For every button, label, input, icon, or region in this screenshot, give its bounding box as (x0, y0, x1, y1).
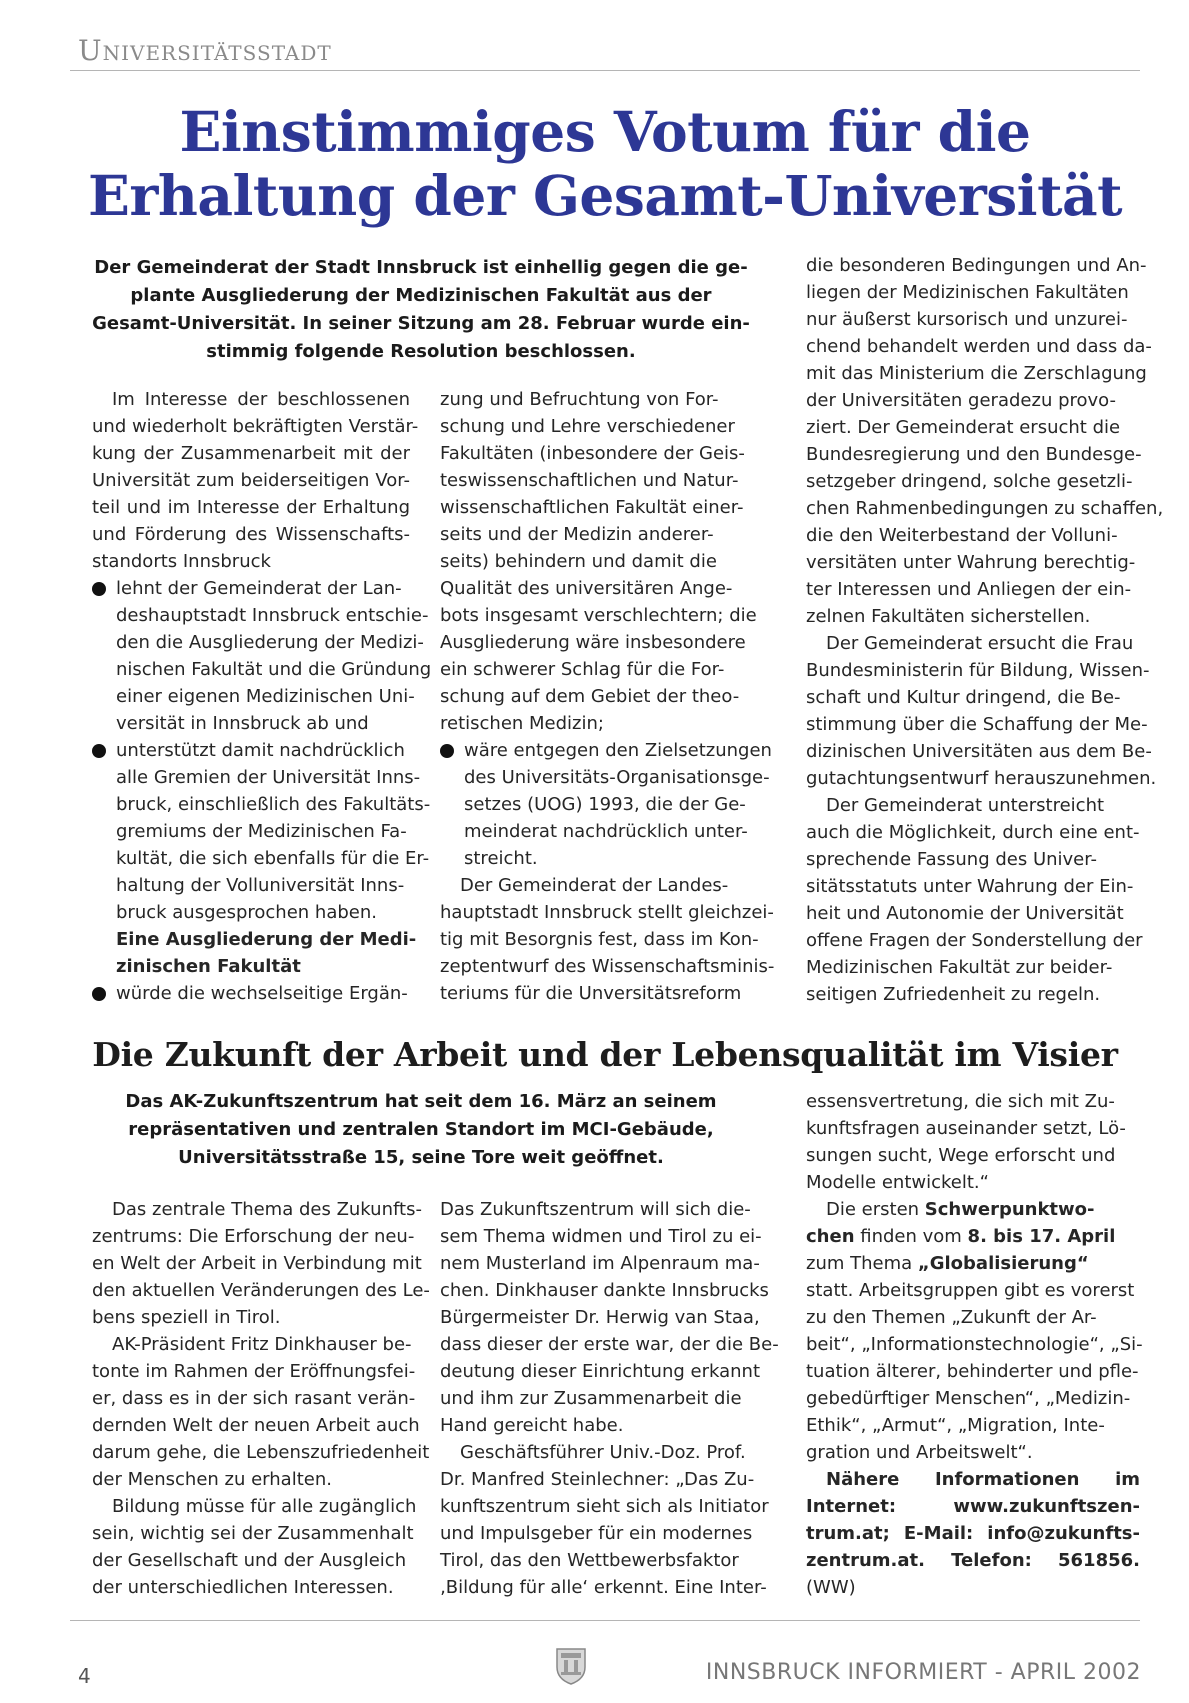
text-line: versitäten unter Wahrung berechtig- (806, 552, 1136, 573)
text-line: nur äußerst kursorisch und unzurei- (806, 309, 1128, 330)
footer-rule (70, 1620, 1140, 1621)
text-line (806, 1223, 1140, 1250)
text-line (806, 1250, 1140, 1277)
text-line: Das Zukunftszentrum will sich die- (440, 1199, 751, 1220)
text-line: wissenschaftlichen Fakultät einer- (440, 497, 744, 518)
article1-title (70, 100, 1140, 228)
text-line: AK-Präsident Fritz Dinkhauser be- (112, 1334, 412, 1355)
text-line: mit das Ministerium die Zerschlagung (806, 363, 1147, 384)
text-line: Dr. Manfred Steinlechner: „Das Zu- (440, 1469, 755, 1490)
text-line: die den Weiterbestand der Volluni- (806, 525, 1118, 546)
emphasis-text: chen (806, 1226, 855, 1247)
text-line: den die Ausgliederung der Medizi- (116, 632, 424, 653)
article2-title: Die Zukunft der Arbeit und der Lebensqualität im Visier (92, 1035, 1118, 1074)
article1-column-3 (806, 252, 1164, 1008)
text-line: tonte im Rahmen der Eröffnungsfei- (92, 1361, 416, 1382)
text-line: bens speziell in Tirol. (92, 1307, 281, 1328)
text-line: hauptstadt Innsbruck stellt gleichzei- (440, 902, 774, 923)
text-line: bots insgesamt verschlechtern; die (440, 605, 757, 626)
text-line: gebedürftiger Menschen“, „Medizin- (806, 1388, 1131, 1409)
text-line: nischen Fakultät und die Gründung (116, 659, 432, 680)
text-line: kultät, die sich ebenfalls für die Er- (116, 848, 430, 869)
text-line: dizinischen Universitäten aus dem Be- (806, 741, 1152, 762)
text-line: bruck, einschließlich des Fakultäts- (116, 794, 431, 815)
text-line: den aktuellen Veränderungen des Le- (92, 1280, 430, 1301)
text-line: schung und Lehre verschiedener (440, 416, 735, 437)
text-line: einer eigenen Medizinischen Uni- (116, 686, 415, 707)
lead-line: plante Ausgliederung der Medizinischen Fakultät aus der (130, 285, 712, 306)
text-line: Der Gemeinderat ersucht die Frau (826, 633, 1134, 654)
text-line: retischen Medizin; (440, 713, 604, 734)
text-line: darum gehe, die Lebenszufriedenheit (92, 1442, 430, 1463)
bullet-icon (92, 744, 106, 758)
city-crest-icon (555, 1645, 587, 1685)
text-line: Der Gemeinderat der Landes- (460, 875, 729, 896)
text-line (92, 980, 410, 1007)
article2-column-1 (92, 1196, 430, 1601)
text-line: kung der Zusammenarbeit mit der (92, 443, 410, 464)
text-line: Fakultäten (inbesondere der Geis- (440, 443, 745, 464)
text-line: essensvertretung, die sich mit Zu- (806, 1091, 1115, 1112)
emphasis-text: 8. bis 17. April (967, 1226, 1116, 1247)
text-line: zinischen Fakultät (116, 956, 301, 977)
text-line: standorts Innsbruck (92, 551, 271, 572)
text-line: en Welt der Arbeit in Verbindung mit (92, 1253, 422, 1274)
text-line: ter Interessen und Anliegen der ein- (806, 579, 1132, 600)
text-line (806, 1196, 1140, 1223)
text-line: setzgeber dringend, solche gesetzli- (806, 471, 1133, 492)
text-line: versität in Innsbruck ab und (116, 713, 369, 734)
text-line: Modelle entwickelt.“ (806, 1172, 989, 1193)
text-line: zentrums: Die Erforschung der neu- (92, 1226, 415, 1247)
text-line: stimmung über die Schaffung der Me- (806, 714, 1148, 735)
bullet-text: unterstützt damit nachdrücklich (116, 740, 405, 761)
bullet-text: wäre entgegen den Zielsetzungen (464, 740, 772, 761)
text-line: tuation älterer, behinderter und pfle- (806, 1361, 1139, 1382)
contact-info-line: Internet: www.zukunftszen- (806, 1496, 1140, 1517)
article2-column-3 (806, 1088, 1143, 1601)
text-line: chend behandelt werden und dass da- (806, 336, 1152, 357)
text-line: und ihm zur Zusammenarbeit die (440, 1388, 742, 1409)
text-line: er, dass es in der sich rasant verän- (92, 1388, 416, 1409)
page-number: 4 (78, 1664, 91, 1688)
text-line: streicht. (464, 848, 538, 869)
lead-line: Universitätsstraße 15, seine Tore weit geöffnet. (178, 1147, 664, 1168)
text-line (92, 737, 410, 764)
text-line: die besonderen Bedingungen und An- (806, 255, 1147, 276)
text-line: gutachtungsentwurf herauszunehmen. (806, 768, 1157, 789)
text-line: alle Gremien der Universität Inns- (116, 767, 421, 788)
article2-column-2 (440, 1196, 779, 1601)
text-fragment: Die ersten (826, 1199, 925, 1220)
article1-column-1 (92, 386, 432, 1007)
text-line: setzes (UOG) 1993, die der Ge- (464, 794, 746, 815)
text-line: kunftszentrum sieht sich als Initiator (440, 1496, 769, 1517)
text-line: zelnen Fakultäten sicherstellen. (806, 606, 1091, 627)
section-label: Universitätsstadt (78, 34, 332, 67)
text-fragment: zum Thema (806, 1253, 918, 1274)
text-line: statt. Arbeitsgruppen gibt es vorerst (806, 1280, 1135, 1301)
text-line: Ausgliederung wäre insbesondere (440, 632, 746, 653)
text-line: schung auf dem Gebiet der theo- (440, 686, 740, 707)
text-line: und Förderung des Wissenschafts- (92, 524, 410, 545)
text-line: der Universitäten geradezu provo- (806, 390, 1117, 411)
header-rule (70, 70, 1140, 71)
text-line: Geschäftsführer Univ.-Doz. Prof. (460, 1442, 746, 1463)
text-line: der Gesellschaft und der Ausgleich (92, 1550, 407, 1571)
text-line: Eine Ausgliederung der Medi- (116, 929, 417, 950)
lead-line: repräsentativen und zentralen Standort im MCI-Gebäude, (128, 1119, 714, 1140)
text-line: Bürgermeister Dr. Herwig van Staa, (440, 1307, 760, 1328)
bullet-icon (92, 582, 106, 596)
text-line: seits) behindern und damit die (440, 551, 717, 572)
text-line: chen. Dinkhauser dankte Innsbrucks (440, 1280, 769, 1301)
text-line: ein schwerer Schlag für die For- (440, 659, 725, 680)
text-line: der unterschiedlichen Interessen. (92, 1577, 394, 1598)
text-line: Bildung müsse für alle zugänglich (112, 1496, 417, 1517)
text-line: und wiederholt bekräftigten Verstär- (92, 416, 419, 437)
text-line: teriums für die Unversitätsreform (440, 983, 742, 1004)
lead-line: stimmig folgende Resolution beschlossen. (206, 341, 636, 362)
text-line: tig mit Besorgnis fest, dass im Kon- (440, 929, 759, 950)
text-line: offene Fragen der Sonderstellung der (806, 930, 1143, 951)
text-line: zung und Befruchtung von For- (440, 389, 719, 410)
text-line: seitigen Zufriedenheit zu regeln. (806, 984, 1101, 1005)
emphasis-text: „Globalisierung“ (917, 1253, 1089, 1274)
text-line: Universität zum beiderseitigen Vor- (92, 470, 410, 491)
text-line: gremiums der Medizinischen Fa- (116, 821, 407, 842)
text-line: gration und Arbeitswelt“. (806, 1442, 1033, 1463)
text-line: ‚Bildung für alle‘ erkennt. Eine Inter- (440, 1577, 767, 1598)
text-line: meinderat nachdrücklich unter- (464, 821, 748, 842)
text-line: dernden Welt der neuen Arbeit auch (92, 1415, 420, 1436)
text-line: beit“, „Informationstechnologie“, „Si- (806, 1334, 1143, 1355)
lead-line: Der Gemeinderat der Stadt Innsbruck ist einhellig gegen die ge- (94, 257, 748, 278)
text-line: sem Thema widmen und Tirol zu ei- (440, 1226, 762, 1247)
text-line: zeptentwurf des Wissenschaftsminis- (440, 956, 775, 977)
text-line: Tirol, das den Wettbewerbsfaktor (440, 1550, 739, 1571)
author-initials: (WW) (806, 1577, 856, 1598)
text-line: sprechende Fassung des Univer- (806, 849, 1097, 870)
text-line: dass dieser der erste war, der die Be- (440, 1334, 779, 1355)
article2-lead (70, 1088, 772, 1172)
text-line: liegen der Medizinischen Fakultäten (806, 282, 1129, 303)
text-line (92, 575, 410, 602)
text-line: sitätsstatuts unter Wahrung der Ein- (806, 876, 1134, 897)
publication-info: INNSBRUCK INFORMIERT - APRIL 2002 (705, 1660, 1141, 1685)
text-line: chen Rahmenbedingungen zu schaffen, (806, 498, 1164, 519)
article1-title-line: Einstimmiges Votum für die (179, 99, 1031, 164)
text-line: Medizinischen Fakultät zur beider- (806, 957, 1113, 978)
text-line: des Universitäts-Organisationsge- (464, 767, 770, 788)
contact-info-line: zentrum.at. Telefon: 561856. (806, 1550, 1140, 1571)
lead-line: Das AK-Zukunftszentrum hat seit dem 16. März an seinem (125, 1091, 717, 1112)
text-line: Bundesministerin für Bildung, Wissen- (806, 660, 1150, 681)
emphasis-text: Schwerpunktwo- (924, 1199, 1095, 1220)
lead-line: Gesamt-Universität. In seiner Sitzung am 28. Februar wurde ein- (92, 313, 750, 334)
text-line: Bundesregierung und den Bundesge- (806, 444, 1142, 465)
text-line (440, 737, 770, 764)
article1-column-2 (440, 386, 775, 1007)
text-line: ziert. Der Gemeinderat ersucht die (806, 417, 1121, 438)
bullet-text: lehnt der Gemeinderat der Lan- (116, 578, 402, 599)
text-line: Hand gereicht habe. (440, 1415, 624, 1436)
contact-info-line: Nähere Informationen im (826, 1469, 1140, 1490)
text-line: sein, wichtig sei der Zusammenhalt (92, 1523, 414, 1544)
text-line: haltung der Volluniversität Inns- (116, 875, 405, 896)
text-fragment: finden vom (854, 1226, 968, 1247)
text-line: Ethik“, „Armut“, „Migration, Inte- (806, 1415, 1105, 1436)
article1-title-line: Erhaltung der Gesamt-Universität (87, 163, 1123, 228)
bullet-icon (92, 987, 106, 1001)
bullet-text: würde die wechselseitige Ergän- (116, 983, 408, 1004)
bullet-icon (440, 744, 454, 758)
text-line: nem Musterland im Alpenraum ma- (440, 1253, 760, 1274)
text-line: der Menschen zu erhalten. (92, 1469, 332, 1490)
text-line: Qualität des universitären Ange- (440, 578, 733, 599)
text-line: Im Interesse der beschlossenen (112, 389, 410, 410)
article1-lead (70, 254, 772, 366)
text-line: schaft und Kultur dringend, die Be- (806, 687, 1121, 708)
text-line: Der Gemeinderat unterstreicht (826, 795, 1105, 816)
text-line: seits und der Medizin anderer- (440, 524, 714, 545)
text-line: und Impulsgeber für ein modernes (440, 1523, 753, 1544)
text-line: teil und im Interesse der Erhaltung (92, 497, 410, 518)
text-line: heit und Autonomie der Universität (806, 903, 1124, 924)
contact-info-line: trum.at; E-Mail: info@zukunfts- (806, 1523, 1140, 1544)
text-line: deutung dieser Einrichtung erkannt (440, 1361, 761, 1382)
text-line: sungen sucht, Wege erforscht und (806, 1145, 1116, 1166)
text-line: Das zentrale Thema des Zukunfts- (112, 1199, 422, 1220)
text-line: kunftsfragen auseinander setzt, Lö- (806, 1118, 1126, 1139)
text-line: deshauptstadt Innsbruck entschie- (116, 605, 429, 626)
text-line: zu den Themen „Zukunft der Ar- (806, 1307, 1097, 1328)
text-line: teswissenschaftlichen und Natur- (440, 470, 739, 491)
text-line: auch die Möglichkeit, durch eine ent- (806, 822, 1140, 843)
text-line: bruck ausgesprochen haben. (116, 902, 377, 923)
